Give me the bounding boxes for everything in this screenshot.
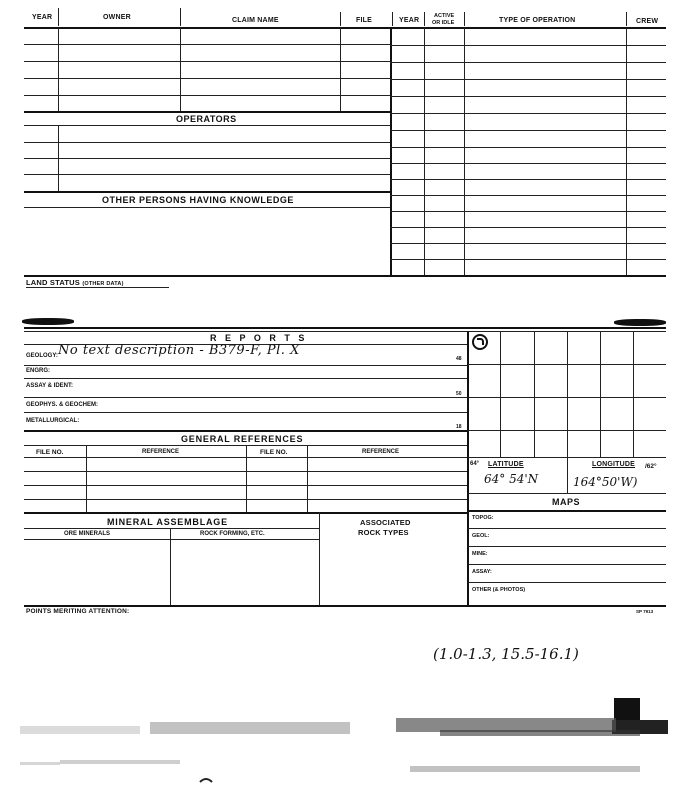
latitude-label: LATITUDE [488,461,524,468]
header-or-idle: OR IDLE [432,20,455,26]
scan-noise [0,690,678,804]
ref-file-no-1: FILE NO. [36,449,64,456]
rock-types-label: ROCK TYPES [358,528,409,537]
header-file: FILE [356,17,372,24]
header-type-of-operation: TYPE OF OPERATION [499,17,576,24]
geology-number: 48 [456,356,462,362]
points-meriting-attention: POINTS MERITING ATTENTION: [26,608,130,615]
header-year: YEAR [32,14,53,21]
geol-label: GEOL: [472,533,490,539]
assay-ident-label: ASSAY & IDENT: [26,383,74,389]
form-code: SP 7913 [636,609,654,614]
land-status-sub: (OTHER DATA) [82,281,124,287]
maps-heading: MAPS [552,497,581,507]
mine-label: MINE: [472,551,488,557]
latitude-value: 64° 54'N [484,472,539,486]
metallurgical-label: METALLURGICAL: [26,418,80,424]
lat-prefix: 64° [470,461,480,467]
header-crew: CREW [636,18,659,25]
assay-label: ASSAY: [472,569,492,575]
circle-icon [472,334,488,350]
ore-minerals-label: ORE MINERALS [64,531,111,537]
longitude-label: LONGITUDE [592,461,636,468]
header-claim-name: CLAIM NAME [232,17,279,24]
associated-label: ASSOCIATED [360,518,411,527]
metallurgical-number: 18 [456,424,462,430]
land-status-label: LAND STATUS (OTHER DATA) [26,278,124,287]
geology-label: GEOLOGY: [26,353,58,359]
rock-forming-label: ROCK FORMING, ETC. [200,531,265,537]
general-references-heading: GENERAL REFERENCES [181,434,304,444]
ref-reference-1: REFERENCE [142,449,180,455]
ref-reference-2: REFERENCE [362,449,400,455]
ink-smudge [22,318,74,325]
engrg-label: ENGRG: [26,368,50,374]
reports-heading: R E P O R T S [210,333,308,343]
operators-heading: OPERATORS [176,114,237,124]
topog-label: TOPOG: [472,515,494,521]
ref-file-no-2: FILE NO. [260,449,288,456]
longitude-value: 164°50'W) [573,475,638,489]
mineral-assemblage-heading: MINERAL ASSEMBLAGE [107,517,228,527]
other-persons-heading: OTHER PERSONS HAVING KNOWLEDGE [102,195,294,205]
handwritten-note: (1.0-1.3, 15.5-16.1) [433,645,579,663]
lon-suffix: /62° [645,463,657,470]
header-owner: OWNER [103,14,131,21]
geology-value: No text description - B379-F, Pl. X [58,343,300,358]
ink-smudge [614,319,666,326]
header-active: ACTIVE [434,13,455,19]
geophys-label: GEOPHYS. & GEOCHEM: [26,402,99,408]
assay-number: 50 [456,391,462,397]
header-year-2: YEAR [399,17,420,24]
other-photos-label: OTHER (& PHOTOS) [472,587,526,593]
